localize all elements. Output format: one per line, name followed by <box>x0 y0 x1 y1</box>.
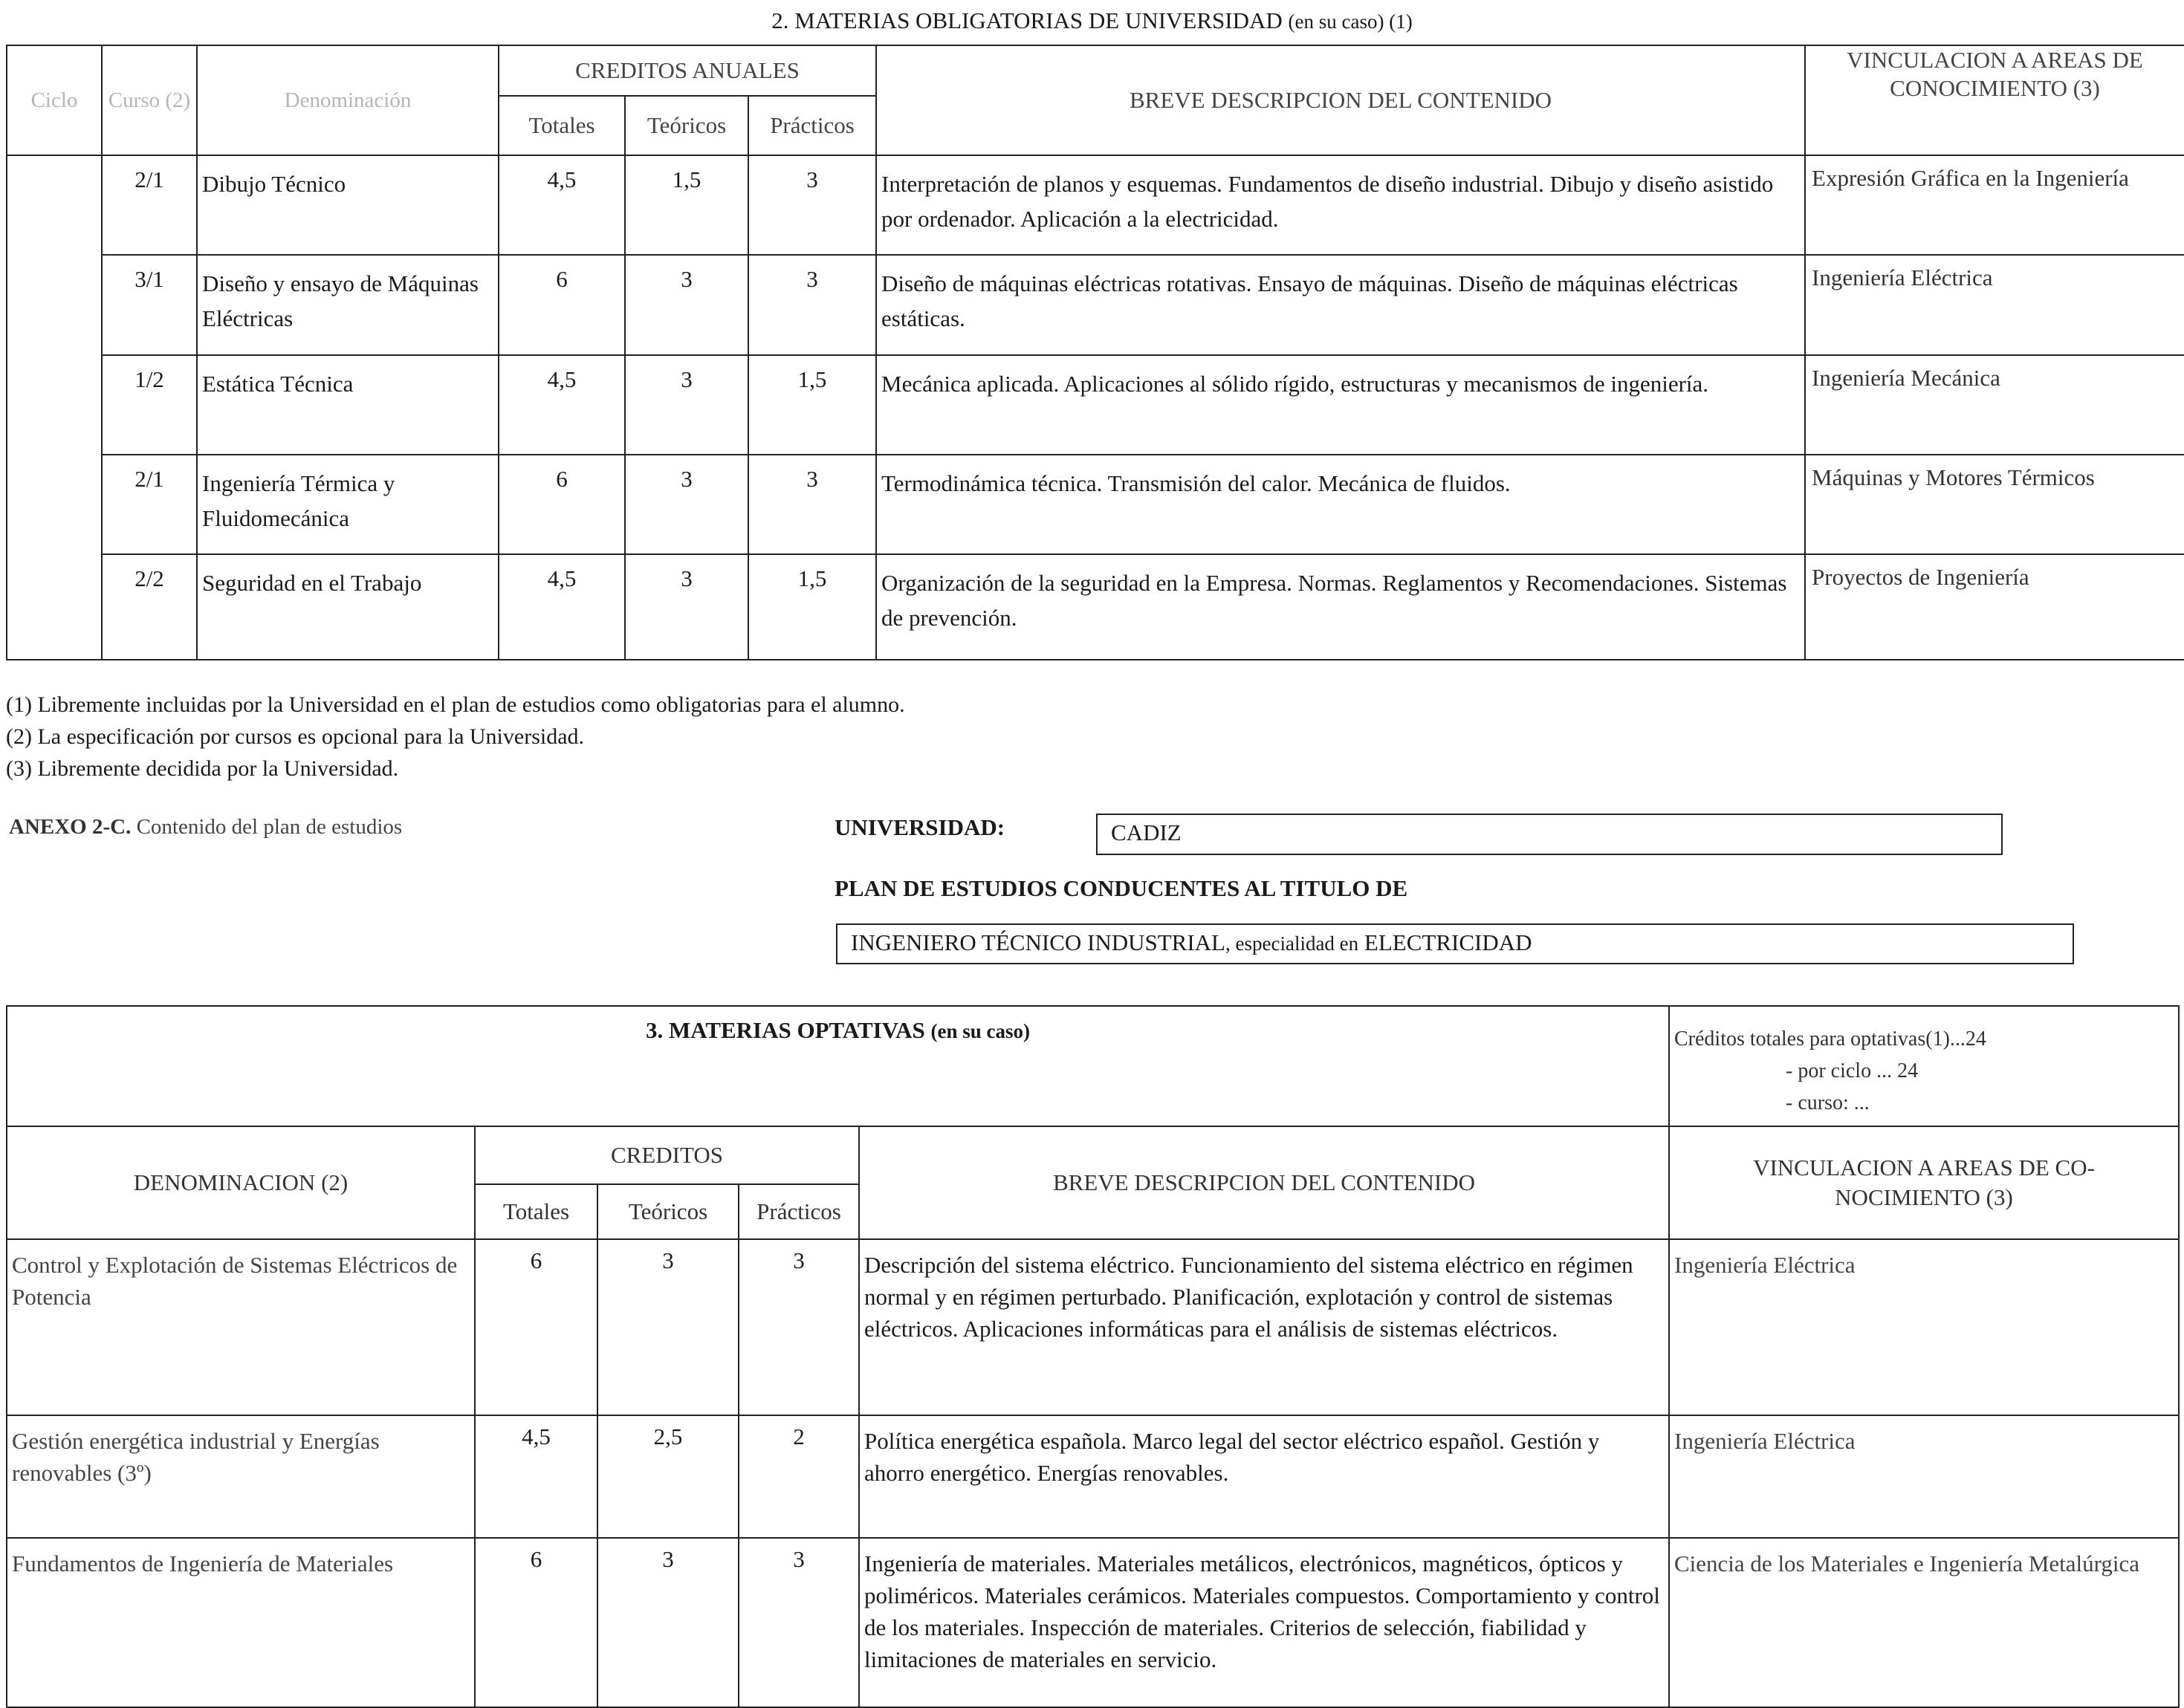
header-vinculacion: VINCULACION A AREAS DE CONOCIMIENTO (3) <box>1805 45 2184 155</box>
practicos-cell: 1,5 <box>748 355 876 455</box>
ciclo-cell <box>7 155 102 660</box>
header-vinculacion: VINCULACION A AREAS DE CO- NOCIMIENTO (3) <box>1669 1126 2179 1239</box>
annex-label <box>9 815 402 840</box>
curso-cell: 2/2 <box>102 554 197 660</box>
titulo-main: INGENIERO TÉCNICO INDUSTRIAL <box>851 929 1225 955</box>
footnote-1: (1) Libremente incluidas por la Universidad en el plan de estudios como obligatorias para el alumno. <box>6 692 905 717</box>
header-practicos: Prácticos <box>739 1184 859 1239</box>
totales-cell: 4,5 <box>499 554 625 660</box>
teoricos-cell: 2,5 <box>597 1415 739 1538</box>
denominacion-cell: Ingeniería Térmica y Fluidomecánica <box>197 455 499 554</box>
plan-label: PLAN DE ESTUDIOS CONDUCENTES AL TITULO DE <box>835 875 1408 901</box>
header-denominacion: Denominación <box>197 45 499 155</box>
descripcion-cell: Termodinámica técnica. Transmisión del calor. Mecánica de fluidos. <box>876 455 1805 554</box>
denominacion-cell: Estática Técnica <box>197 355 499 455</box>
teoricos-cell: 3 <box>625 455 748 554</box>
totales-cell: 6 <box>499 255 625 355</box>
titulo-end: ELECTRICIDAD <box>1364 929 1532 955</box>
section3-title <box>7 1006 1669 1126</box>
area-cell: Máquinas y Motores Térmicos <box>1805 455 2184 554</box>
header-creditos-anuales: CREDITOS ANUALES <box>499 45 876 96</box>
universidad-field <box>1096 814 2003 855</box>
header-denominacion: DENOMINACION (2) <box>7 1126 475 1239</box>
area-cell: Ingeniería Eléctrica <box>1669 1239 2179 1415</box>
curso-cell: 2/1 <box>102 155 197 255</box>
descripcion-cell: Política energética española. Marco legal del sector eléctrico español. Gestión y ahorro energético. Energías renovables. <box>859 1415 1669 1538</box>
teoricos-cell: 3 <box>625 255 748 355</box>
table-row <box>7 155 2184 255</box>
credits-per-course: - curso: ... <box>1786 1091 1870 1114</box>
header-totales: Totales <box>499 96 625 155</box>
footnote-3: (3) Libremente decidida por la Universidad. <box>6 756 399 781</box>
table-row <box>7 1239 2179 1415</box>
header-descripcion: BREVE DESCRIPCION DEL CONTENIDO <box>876 45 1805 155</box>
teoricos-cell: 3 <box>625 554 748 660</box>
practicos-cell: 3 <box>748 155 876 255</box>
teoricos-cell: 1,5 <box>625 155 748 255</box>
table-row <box>7 1415 2179 1538</box>
teoricos-cell: 3 <box>597 1239 739 1415</box>
annex-label-rest: Contenido del plan de estudios <box>136 815 403 839</box>
practicos-cell: 1,5 <box>748 554 876 660</box>
compulsory-subjects-table <box>6 45 2184 660</box>
area-cell: Ingeniería Mecánica <box>1805 355 2184 455</box>
total-credits-cell <box>1669 1006 2179 1126</box>
descripcion-cell: Organización de la seguridad en la Empresa. Normas. Reglamentos y Recomendaciones. Sistemas de prevención. <box>876 554 1805 660</box>
practicos-cell: 3 <box>739 1538 859 1707</box>
descripcion-cell: Ingeniería de materiales. Materiales metálicos, electrónicos, magnéticos, ópticos y poliméricos. Materiales cerámicos. Materiales compuestos. Comportamiento y control de los materiales. Inspección de materiales. Criterios de selección, fiabilidad y limitaciones de materiales en servicio. <box>859 1538 1669 1707</box>
practicos-cell: 3 <box>748 255 876 355</box>
teoricos-cell: 3 <box>597 1538 739 1707</box>
descripcion-cell: Diseño de máquinas eléctricas rotativas. Ensayo de máquinas. Diseño de máquinas eléctricas estáticas. <box>876 255 1805 355</box>
titulo-mid: , especialidad en <box>1225 932 1359 955</box>
denominacion-cell: Gestión energética industrial y Energías renovables (3º) <box>7 1415 475 1538</box>
section3-title-suffix: (en su caso) <box>930 1020 1031 1042</box>
teoricos-cell: 3 <box>625 355 748 455</box>
header-totales: Totales <box>475 1184 597 1239</box>
total-credits-line: Créditos totales para optativas(1)...24 <box>1674 1027 1986 1051</box>
table-row <box>7 1538 2179 1707</box>
curso-cell: 2/1 <box>102 455 197 554</box>
denominacion-cell: Control y Explotación de Sistemas Eléctricos de Potencia <box>7 1239 475 1415</box>
totales-cell: 6 <box>475 1239 597 1415</box>
header-teoricos: Teóricos <box>597 1184 739 1239</box>
totales-cell: 4,5 <box>499 355 625 455</box>
section2-title-suffix: (en su caso) (1) <box>1288 10 1413 33</box>
curso-cell: 1/2 <box>102 355 197 455</box>
table-row <box>7 455 2184 554</box>
header-practicos: Prácticos <box>748 96 876 155</box>
totales-cell: 4,5 <box>475 1415 597 1538</box>
annex-label-bold: ANEXO 2-C. <box>9 815 132 839</box>
credits-per-cycle: - por ciclo ... 24 <box>1786 1059 1919 1082</box>
header-curso: Curso (2) <box>102 45 197 155</box>
curso-cell: 3/1 <box>102 255 197 355</box>
descripcion-cell: Descripción del sistema eléctrico. Funcionamiento del sistema eléctrico en régimen normal y en régimen perturbado. Planificación, explotación y control de sistemas eléctricos. Aplicaciones informáticas para el análisis de sistemas eléctricos. <box>859 1239 1669 1415</box>
practicos-cell: 3 <box>739 1239 859 1415</box>
optional-subjects-table <box>6 1005 2180 1708</box>
table-row <box>7 255 2184 355</box>
area-cell: Ingeniería Eléctrica <box>1805 255 2184 355</box>
table-row <box>7 355 2184 455</box>
denominacion-cell: Fundamentos de Ingeniería de Materiales <box>7 1538 475 1707</box>
header-creditos: CREDITOS <box>475 1126 859 1184</box>
table-row <box>7 554 2184 660</box>
area-cell: Expresión Gráfica en la Ingeniería <box>1805 155 2184 255</box>
practicos-cell: 3 <box>748 455 876 554</box>
totales-cell: 4,5 <box>499 155 625 255</box>
header-ciclo: Ciclo <box>7 45 102 155</box>
header-teoricos: Teóricos <box>625 96 748 155</box>
descripcion-cell: Mecánica aplicada. Aplicaciones al sólido rígido, estructuras y mecanismos de ingeniería. <box>876 355 1805 455</box>
totales-cell: 6 <box>475 1538 597 1707</box>
section2-title-text: 2. MATERIAS OBLIGATORIAS DE UNIVERSIDAD <box>771 7 1283 33</box>
denominacion-cell: Dibujo Técnico <box>197 155 499 255</box>
section3-title-text: 3. MATERIAS OPTATIVAS <box>645 1017 925 1043</box>
descripcion-cell: Interpretación de planos y esquemas. Fundamentos de diseño industrial. Dibujo y diseño asistido por ordenador. Aplicación a la electricidad. <box>876 155 1805 255</box>
titulo-field <box>836 923 2074 964</box>
area-cell: Ciencia de los Materiales e Ingeniería Metalúrgica <box>1669 1538 2179 1707</box>
denominacion-cell: Diseño y ensayo de Máquinas Eléctricas <box>197 255 499 355</box>
section2-title <box>0 0 2184 41</box>
footnote-2: (2) La especificación por cursos es opcional para la Universidad. <box>6 724 585 749</box>
totales-cell: 6 <box>499 455 625 554</box>
area-cell: Ingeniería Eléctrica <box>1669 1415 2179 1538</box>
denominacion-cell: Seguridad en el Trabajo <box>197 554 499 660</box>
area-cell: Proyectos de Ingeniería <box>1805 554 2184 660</box>
universidad-label: UNIVERSIDAD: <box>835 814 1005 840</box>
practicos-cell: 2 <box>739 1415 859 1538</box>
universidad-value: CADIZ <box>1111 819 1182 845</box>
header-descripcion: BREVE DESCRIPCION DEL CONTENIDO <box>859 1126 1669 1239</box>
